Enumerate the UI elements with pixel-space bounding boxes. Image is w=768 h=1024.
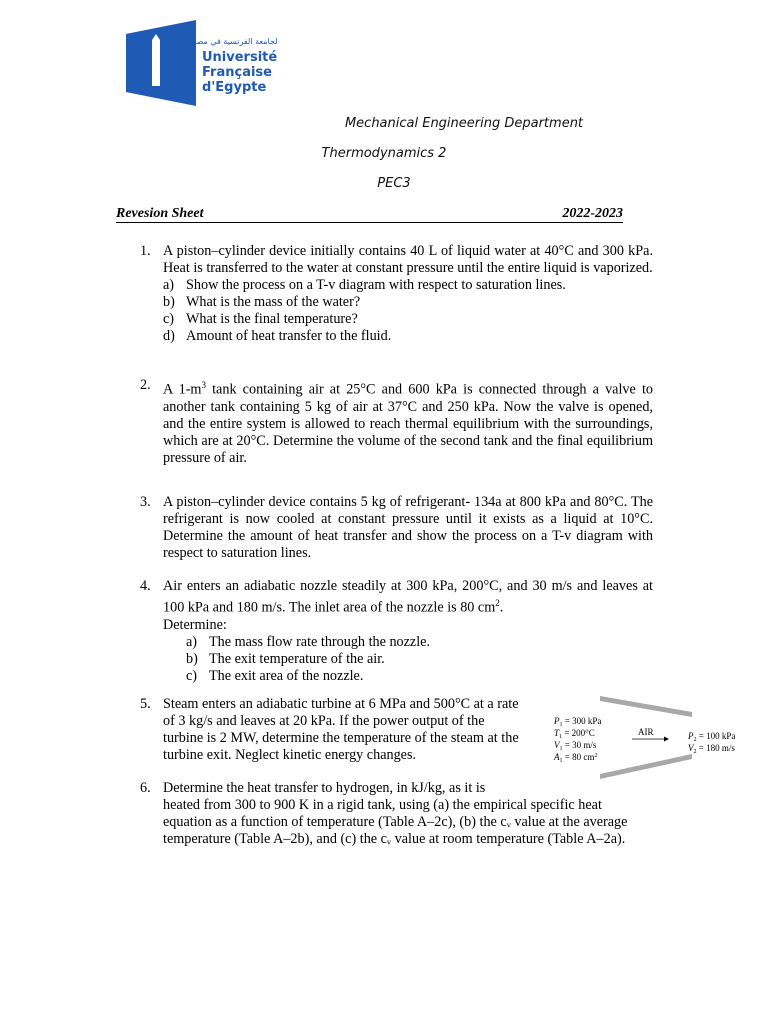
question-text: [163, 578, 653, 617]
part-text: What is the final temperature?: [186, 311, 358, 327]
question-text-start: Air enters an adiabatic nozzle steadily at 300 kPa, 200°C, and 30 m/s and leaves at 100 kPa and 180 m/s. The inlet area of the nozzle is 80 cm: [163, 578, 653, 616]
question-6: [140, 780, 653, 848]
sheet-title: Revesion Sheet: [116, 206, 204, 221]
question-number: 4.: [140, 578, 151, 594]
course-code: PEC3: [377, 176, 411, 191]
question-3: [140, 494, 653, 562]
question-part: [163, 668, 653, 685]
outlet-pressure: $P_2 = 100$ kPa: [688, 731, 736, 743]
logo-line3: d'Egypte: [202, 80, 267, 95]
department-heading: Mechanical Engineering Department: [344, 116, 584, 131]
question-4: [140, 578, 653, 685]
part-text: The mass flow rate through the nozzle.: [209, 633, 431, 650]
flow-arrow-head: [664, 737, 669, 742]
question-5: [140, 696, 525, 764]
part-text: The exit temperature of the air.: [209, 650, 385, 667]
question-number: 2.: [140, 377, 151, 393]
question-2: [140, 377, 653, 467]
academic-year: 2022-2023: [562, 206, 623, 221]
logo-arabic-text: الجامعة الفرنسية في مصر: [192, 37, 278, 46]
nozzle-diagram: [552, 690, 752, 780]
question-text-end: .: [499, 599, 504, 616]
part-text: Amount of heat transfer to the fluid.: [186, 328, 392, 344]
question-text: Steam enters an adiabatic turbine at 6 MPa and 500°C at a rate of 3 kg/s and leaves at 20 kPa. If the power output of the turbine is 2 MW, determine the temperature of the steam at the turbine exit. Neglect kinetic energy changes.: [163, 696, 519, 763]
part-label: c): [163, 311, 175, 327]
logo-line1: Université: [202, 50, 278, 65]
inlet-temperature: $T_1 = 200^\circ C$: [554, 728, 595, 740]
outlet-velocity: $V_2 = 180$ m/s: [688, 743, 735, 755]
nozzle-lower-wall: [600, 754, 692, 779]
question-number: 1.: [140, 243, 151, 259]
question-text: heated from 300 to 900 K in a rigid tank, using (a) the empirical specific heat equation as a function of temperature (Table A–2c), (b) the cᵥ value at the average temperature (Table A–2b), and (c) the cᵥ value at room temperature (Table A–2a).: [163, 797, 628, 847]
question-part: [163, 311, 653, 328]
inlet-area: $A_1 = 80$ $cm^2$: [554, 752, 598, 764]
question-part: [163, 277, 653, 294]
logo-line2: Française: [202, 65, 272, 80]
inlet-pressure: $P_1 = 300$ kPa: [554, 716, 602, 728]
course-heading: Thermodynamics 2: [321, 146, 447, 161]
determine-label: Determine:: [163, 616, 227, 633]
question-text: A piston–cylinder device contains 5 kg of refrigerant- 134a at 800 kPa and 80°C. The refrigerant is now cooled at constant pressure until it exists as a liquid at 10°C. Determine the amount of heat transfer and show the process on a T-v diagram with respect to saturation lines.: [163, 494, 653, 561]
superscript: 2: [495, 598, 500, 608]
question-text: A piston–cylinder device initially contains 40 L of liquid water at 40°C and 300 kPa. Heat is transferred to the water at constant pressure until the entire liquid is vaporized.: [163, 243, 653, 276]
obelisk-icon: [152, 34, 160, 86]
superscript: 3: [201, 380, 206, 390]
question-part: [163, 294, 653, 311]
part-label: a): [163, 277, 175, 293]
nozzle-upper-wall: [600, 696, 692, 717]
question-part: [163, 651, 653, 668]
part-text: The exit area of the nozzle.: [209, 667, 364, 684]
part-text: What is the mass of the water?: [186, 294, 361, 310]
university-logo: [126, 20, 278, 106]
question-text-start: A 1-m: [163, 381, 202, 398]
flow-label: AIR: [638, 727, 654, 737]
question-1: [140, 243, 653, 345]
question-part: [163, 634, 653, 651]
question-part: [163, 328, 653, 345]
question-number: 3.: [140, 494, 151, 510]
question-number: 5.: [140, 696, 151, 712]
question-text-first-line: Determine the heat transfer to hydrogen, in kJ/kg, as it is: [163, 780, 486, 796]
logo-block-shape: [126, 20, 196, 106]
part-label: c): [186, 667, 198, 684]
part-label: d): [163, 328, 175, 344]
part-label: b): [186, 650, 198, 667]
inlet-velocity: $V_1 = 30$ m/s: [554, 740, 597, 752]
question-text: [163, 377, 653, 467]
part-label: a): [186, 633, 198, 650]
part-text: Show the process on a T-v diagram with respect to saturation lines.: [186, 277, 566, 293]
question-text-rest: tank containing air at 25°C and 600 kPa is connected through a valve to another tank containing 5 kg of air at 37°C and 250 kPa. Now the valve is opened, and the entire system is allowed to reach thermal equilibrium with the surroundings, which are at 20°C. Determine the volume of the second tank and the final equilibrium pressure of air.: [163, 381, 653, 466]
question-number: 6.: [140, 780, 151, 796]
part-label: b): [163, 294, 175, 310]
sheet-title-bar: [116, 206, 623, 223]
